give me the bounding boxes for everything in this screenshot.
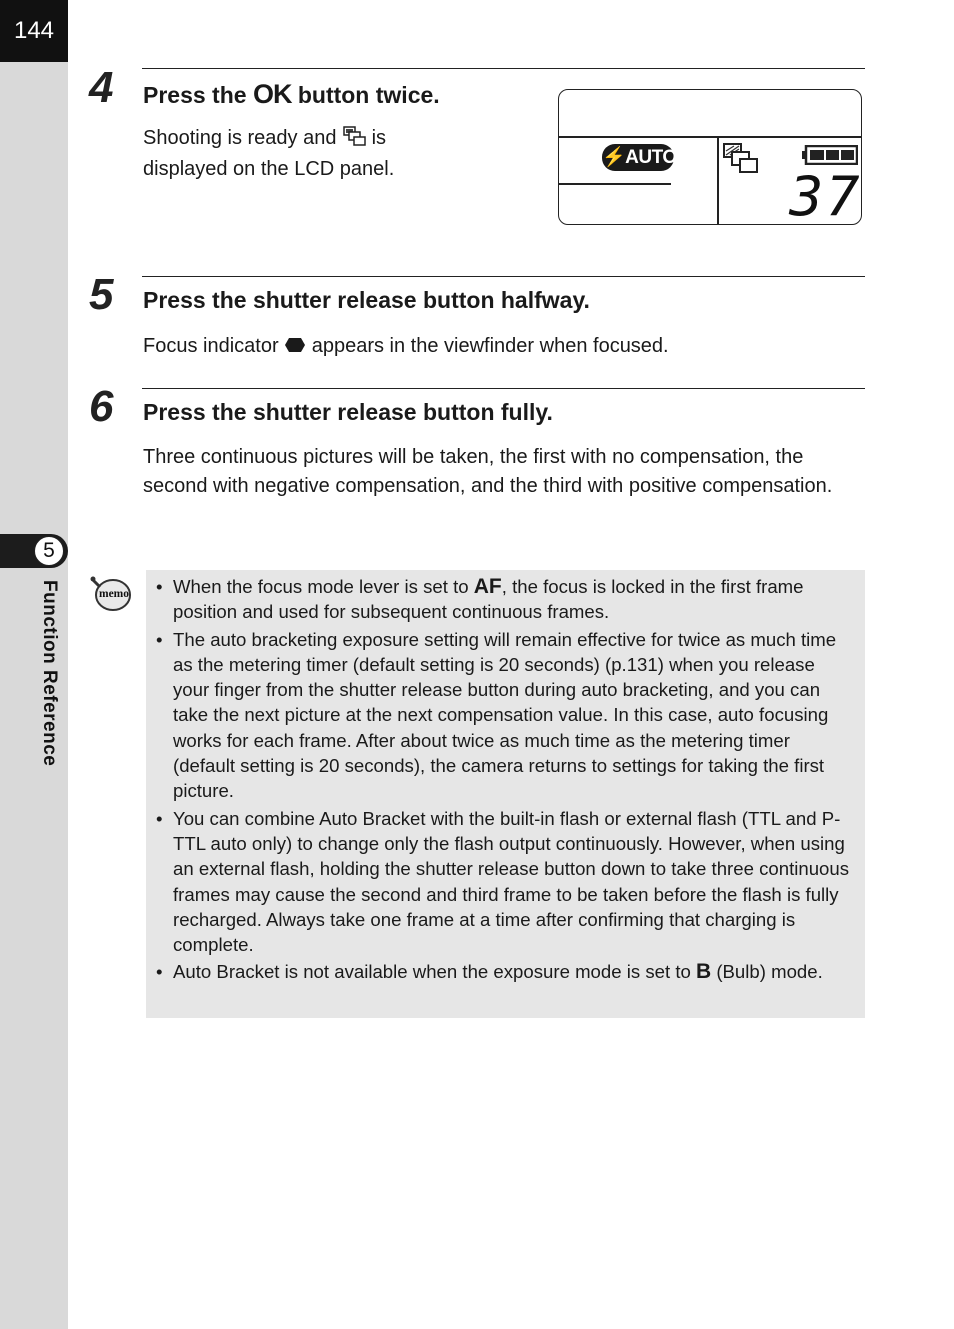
memo-item: • You can combine Auto Bracket with the built-in flash or external flash (TTL and P-TTL auto only) to change only the flash output continuously. However, when using an external flash, holding the shutter release button down to take three continuous frames may cause the second and third frame to be taken before the flash is fully recharged. Always take one frame at a time after confirming that charging is complete. — [173, 806, 855, 958]
step-6-rule — [142, 388, 865, 389]
flash-auto-badge — [602, 144, 677, 171]
page-number: 144 — [0, 0, 68, 62]
lcd-divider-under-badge — [559, 183, 671, 185]
flash-auto-label: AUTO — [625, 147, 677, 168]
memo-item-4-end: (Bulb) mode. — [711, 961, 823, 983]
memo-box — [146, 570, 865, 1018]
step-4-body-start: Shooting is ready and — [143, 127, 343, 149]
chapter-title: Function Reference — [39, 580, 60, 767]
step-5-rule — [142, 276, 865, 277]
memo-item-1-end: , the focus is locked in the first frame position and used for subsequent continuous frames. — [173, 576, 804, 623]
step-5-body-end: appears in the viewfinder when focused. — [306, 335, 669, 357]
step-6-title: Press the shutter release button fully. — [143, 399, 553, 425]
chapter-number: 5 — [34, 536, 64, 566]
flash-icon: ⚡ — [602, 147, 626, 168]
memo-item — [173, 959, 855, 984]
step-4-title — [143, 79, 440, 110]
step-4-body-mid: is — [366, 127, 387, 149]
memo-icon-label: memo — [99, 588, 130, 600]
step-4-rule — [142, 68, 865, 69]
step-5-number: 5 — [89, 270, 114, 319]
step-5-title: Press the shutter release button halfway. — [143, 287, 590, 313]
bracket-drive-lcd-icon — [722, 142, 758, 179]
step-4-title-end: button twice. — [291, 82, 440, 108]
memo-item — [173, 574, 855, 625]
step-4-title-start: Press the — [143, 82, 253, 108]
af-symbol: AF — [473, 575, 502, 598]
memo-list — [146, 570, 865, 985]
step-6-body: Three continuous pictures will be taken, the first with no compensation, the second with negative compensation, and the third with positive compensation. — [143, 446, 833, 497]
bracket-drive-icon — [342, 126, 366, 155]
memo-item-1-start: When the focus mode lever is set to — [173, 576, 474, 597]
lcd-divider-horizontal — [559, 136, 861, 138]
memo-item-4-start: Auto Bracket is not available when the exposure mode is set to — [173, 961, 696, 983]
frame-counter: 37 — [789, 165, 862, 228]
step-5-body-start: Focus indicator — [143, 335, 285, 357]
memo-item: • The auto bracketing exposure setting will remain effective for twice as much time as the metering timer (default setting is 20 seconds) (p.131) when you release your finger from the shutter release button during auto bracketing, and you can take the next picture at the next compensation value. In this case, auto focusing works for each frame. After about twice as much time as the metering timer (default setting is 20 seconds), the camera returns to settings for taking the first picture. — [173, 627, 855, 804]
step-5-body — [143, 332, 863, 362]
memo-icon — [88, 575, 134, 613]
lcd-divider-vertical — [717, 137, 719, 224]
step-4-number: 4 — [89, 63, 114, 112]
focus-indicator-icon — [284, 333, 306, 362]
ok-button-symbol: OK — [252, 79, 292, 109]
step-4-body — [143, 124, 543, 184]
lcd-panel — [558, 89, 862, 228]
step-6-number: 6 — [89, 382, 114, 431]
bulb-symbol: B — [696, 960, 712, 984]
step-4-body-line2: displayed on the LCD panel. — [143, 158, 395, 180]
